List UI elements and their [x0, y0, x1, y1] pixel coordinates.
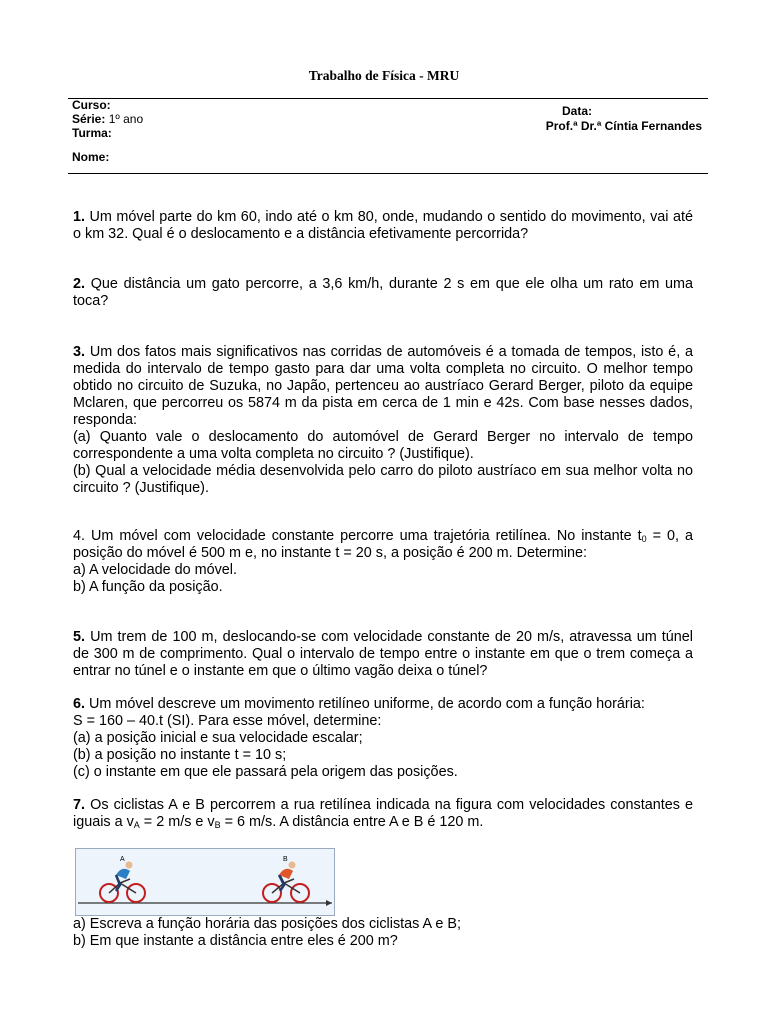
professor-name: Prof.ª Dr.ª Cíntia Fernandes: [545, 119, 702, 133]
question-text: Um móvel descreve um movimento retilíneo uniforme, de acordo com a função horária:: [89, 696, 645, 712]
question-4: [73, 528, 693, 596]
question-text-mid: = 2 m/s e v: [139, 814, 215, 830]
question-item-a: (a) Quanto vale o deslocamento do automóvel de Gerard Berger no intervalo de tempo correspondente a uma volta completa no circuito ? (Justifique).: [73, 429, 693, 462]
question-text-end: = 6 m/s. A distância entre A e B é 120 m.: [220, 814, 484, 830]
question-7: [73, 797, 693, 831]
cyclists-illustration: [76, 849, 334, 915]
cyclist-b-label: B: [283, 856, 288, 863]
question-item-b: (b) a posição no instante t = 10 s;: [73, 747, 287, 763]
serie-value: 1º ano: [108, 112, 144, 126]
question-number: 6.: [73, 696, 86, 712]
subscript-zero: 0: [641, 534, 647, 544]
question-text-end: = 0, a posição do móvel é 500 m e, no instante t = 20 s, a posição é 200 m. Determine:: [73, 528, 694, 561]
data-label: Data:: [561, 104, 592, 118]
question-equation: S = 160 – 40.t (SI). Para esse móvel, determine:: [73, 713, 382, 729]
question-number: 2.: [73, 276, 86, 292]
question-item-a: a) Escreva a função horária das posições dos ciclistas A e B;: [73, 916, 461, 932]
question-2: [73, 276, 693, 310]
question-text-start: 4. Um móvel com velocidade constante percorre uma trajetória retilínea. No instante t: [73, 528, 642, 544]
cyclist-a-label: A: [120, 856, 125, 863]
question-text: Um dos fatos mais significativos nas corridas de automóveis é a tomada de tempos, isto é, a medida do intervalo de tempo gasto para dar uma volta completa no circuito. O melhor tempo obtido no circuito de Suzuka, no Japão, pertenceu ao austríaco Gerard Berger, piloto da equipe Mclaren, que percorreu os 5874 m da pista em cerca de 1 min e 42s. Com base nesses dados, responda:: [73, 344, 693, 428]
question-number: 7.: [73, 797, 86, 813]
question-item-b: (b) Qual a velocidade média desenvolvida pelo carro do piloto austríaco em sua melhor volta no circuito ? (Justifique).: [73, 463, 693, 496]
question-3: [73, 344, 693, 497]
cyclists-figure: [75, 848, 335, 916]
header-student-fields: [72, 98, 143, 140]
question-6: [73, 696, 693, 781]
question-number: 3.: [73, 344, 86, 360]
curso-label: Curso:: [72, 98, 111, 112]
question-item-b: b) Em que instante a distância entre eles é 200 m?: [73, 933, 398, 949]
question-number: 1.: [73, 209, 86, 225]
question-item-b: b) A função da posição.: [73, 579, 223, 595]
header-teacher-fields: [520, 104, 702, 134]
question-7-items: [73, 916, 693, 950]
question-text: Um móvel parte do km 60, indo até o km 80, onde, mudando o sentido do movimento, vai até o km 32. Qual é o deslocamento e a distância efetivamente percorrida?: [73, 209, 693, 242]
document-title: Trabalho de Física - MRU: [308, 68, 460, 83]
subscript-b: B: [214, 820, 221, 830]
subscript-a: A: [133, 820, 140, 830]
question-item-c: (c) o instante em que ele passará pela origem das posições.: [73, 764, 458, 780]
question-item-a: a) A velocidade do móvel.: [73, 562, 237, 578]
header-bottom-rule: [68, 173, 708, 174]
question-text: Que distância um gato percorre, a 3,6 km/h, durante 2 s em que ele olha um rato em uma toca?: [73, 276, 693, 309]
nome-label: Nome:: [72, 150, 110, 164]
question-text: Um trem de 100 m, deslocando-se com velocidade constante de 20 m/s, atravessa um túnel de 300 m de comprimento. Qual o intervalo de tempo entre o instante em que o trem começa a entrar no túnel e o instante em que o último vagão deixa o túnel?: [73, 629, 694, 679]
serie-label: Série:: [72, 112, 106, 126]
header-top-rule: [68, 98, 708, 99]
turma-label: Turma:: [72, 126, 112, 140]
question-number: 5.: [73, 629, 86, 645]
question-text-start: Os ciclistas A e B percorrem a rua retilínea indicada na figura com velocidades constantes e iguais a v: [73, 797, 693, 830]
question-item-a: (a) a posição inicial e sua velocidade escalar;: [73, 730, 363, 746]
question-1: [73, 209, 693, 243]
question-5: [73, 629, 693, 680]
